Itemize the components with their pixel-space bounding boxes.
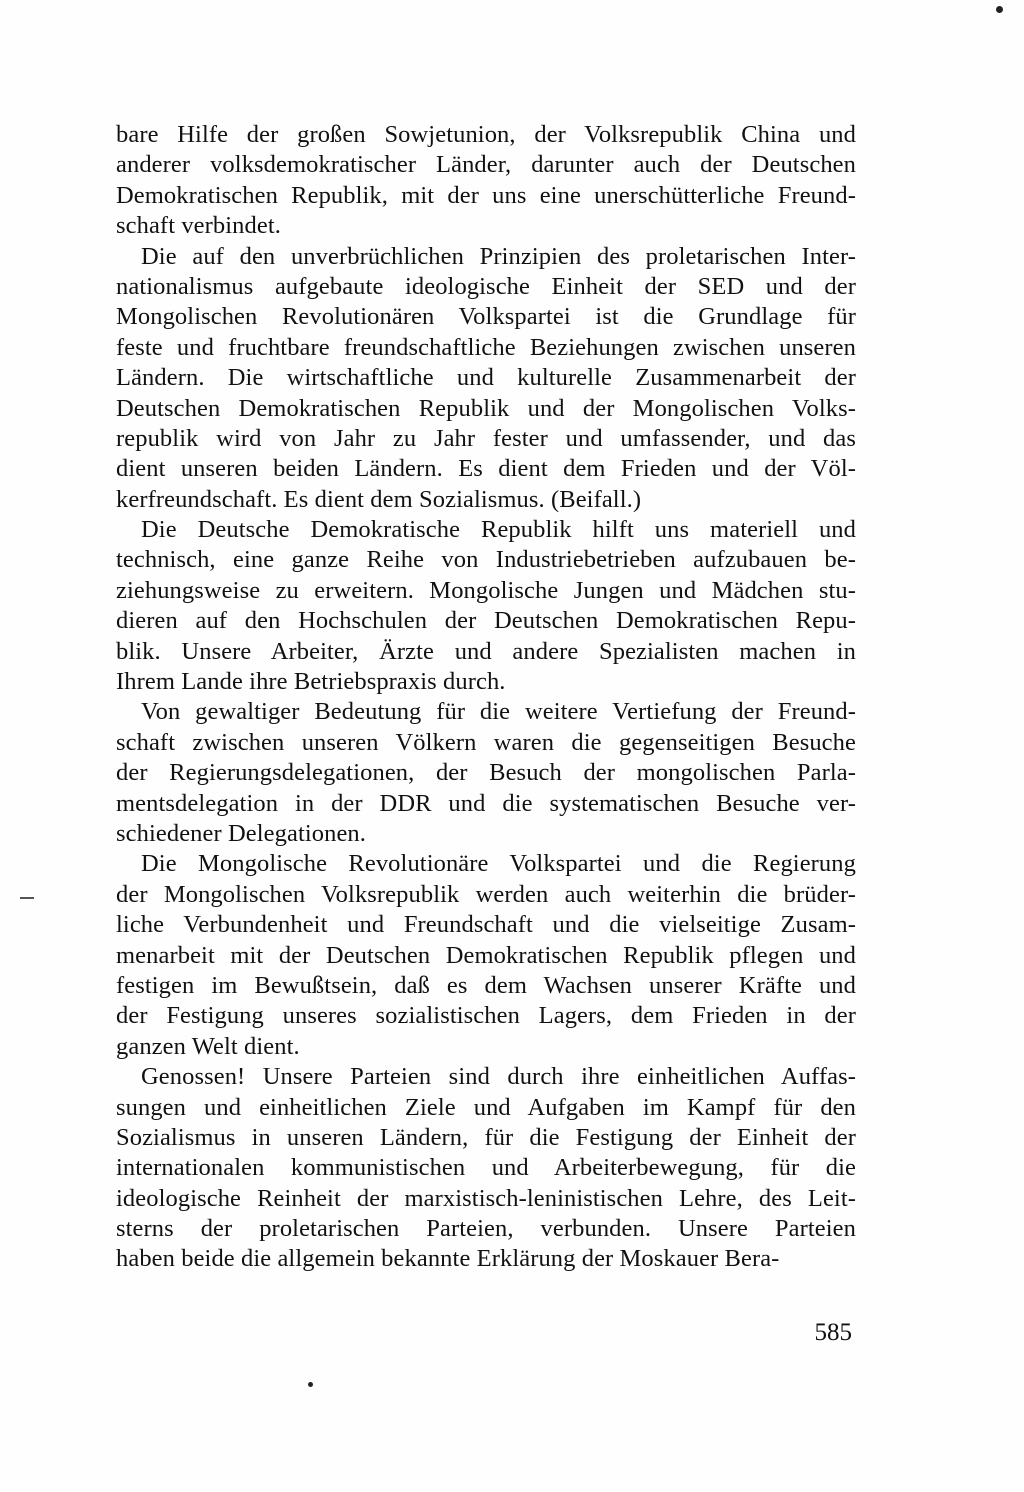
text-line: Von gewaltiger Bedeutung für die weitere Vertiefung der Freund- — [141, 698, 856, 726]
text-line: bare Hilfe der großen Sowjetunion, der Volksrepublik China und — [116, 121, 856, 148]
text-line: Ihrem Lande ihre Betriebspraxis durch. — [116, 668, 506, 696]
text-line: republik wird von Jahr zu Jahr fester und umfassender, und das — [116, 424, 856, 452]
margin-dash — [20, 897, 34, 899]
text-line: anderer volksdemokratischer Länder, darunter auch der Deutschen — [116, 151, 856, 179]
text-line: der Regierungsdelegationen, der Besuch der mongolischen Parla- — [116, 759, 856, 787]
text-line: der Festigung unseres sozialistischen Lagers, dem Frieden in der — [116, 1002, 856, 1030]
text-line: ziehungsweise zu erweitern. Mongolische Jungen und Mädchen stu- — [116, 576, 856, 604]
text-line: internationalen kommunistischen und Arbeiterbewegung, für die — [116, 1154, 856, 1182]
text-line: Die Deutsche Demokratische Republik hilft uns materiell und — [141, 516, 856, 544]
text-line: Die auf den unverbrüchlichen Prinzipien des proletarischen Inter- — [141, 242, 856, 270]
text-line: Deutschen Demokratischen Republik und der Mongolischen Volks- — [116, 394, 856, 422]
text-line: ganzen Welt dient. — [116, 1032, 300, 1060]
paragraph — [116, 849, 856, 1062]
text-line: Sozialismus in unseren Ländern, für die Festigung der Einheit der — [116, 1123, 856, 1151]
text-line: festigen im Bewußtsein, daß es dem Wachsen unserer Kräfte und — [116, 971, 856, 999]
text-line: liche Verbundenheit und Freundschaft und die vielseitige Zusam- — [116, 911, 856, 939]
text-line: haben beide die allgemein bekannte Erklärung der Moskauer Bera- — [116, 1245, 780, 1273]
text-line: Demokratischen Republik, mit der uns eine unerschütterliche Freund- — [116, 181, 856, 209]
paragraph — [116, 697, 856, 849]
text-line: nationalismus aufgebaute ideologische Einheit der SED und der — [116, 272, 856, 300]
margin-speck — [308, 1382, 313, 1387]
text-line: Ländern. Die wirtschaftliche und kulturelle Zusammenarbeit der — [116, 364, 856, 392]
text-line: schaft zwischen unseren Völkern waren die gegenseitigen Besuche — [116, 728, 856, 756]
paragraph — [116, 515, 856, 697]
text-line: blik. Unsere Arbeiter, Ärzte und andere Spezialisten machen in — [116, 637, 856, 665]
text-line: der Mongolischen Volksrepublik werden auch weiterhin die brüder- — [116, 880, 856, 908]
text-line: technisch, eine ganze Reihe von Industriebetrieben aufzubauen be- — [116, 546, 856, 574]
paragraph — [116, 1062, 856, 1275]
text-line: mentsdelegation in der DDR und die systematischen Besuche ver- — [116, 789, 856, 817]
text-line: kerfreundschaft. Es dient dem Sozialismus. (Beifall.) — [116, 485, 642, 513]
text-line: Genossen! Unsere Parteien sind durch ihre einheitlichen Auffas- — [141, 1063, 856, 1091]
text-line: schiedener Delegationen. — [116, 819, 367, 847]
corner-speck — [996, 6, 1003, 13]
text-line: sungen und einheitlichen Ziele und Aufgaben im Kampf für den — [116, 1093, 856, 1121]
text-line: dient unseren beiden Ländern. Es dient dem Frieden und der Völ- — [116, 455, 856, 483]
text-line: ideologische Reinheit der marxistisch-leninistischen Lehre, des Leit- — [116, 1184, 856, 1212]
text-line: feste und fruchtbare freundschaftliche Beziehungen zwischen unseren — [116, 333, 856, 361]
text-line: schaft verbindet. — [116, 212, 281, 240]
text-line: dieren auf den Hochschulen der Deutschen Demokratischen Repu- — [116, 607, 856, 635]
body-text — [116, 120, 856, 1275]
text-line: Die Mongolische Revolutionäre Volkspartei und die Regierung — [141, 850, 856, 878]
paragraph — [116, 120, 856, 242]
text-line: sterns der proletarischen Parteien, verbunden. Unsere Parteien — [116, 1215, 856, 1243]
text-line: menarbeit mit der Deutschen Demokratischen Republik pflegen und — [116, 941, 856, 969]
page-number: 585 — [814, 1319, 852, 1346]
text-line: Mongolischen Revolutionären Volkspartei ist die Grundlage für — [116, 303, 856, 331]
paragraph — [116, 242, 856, 516]
